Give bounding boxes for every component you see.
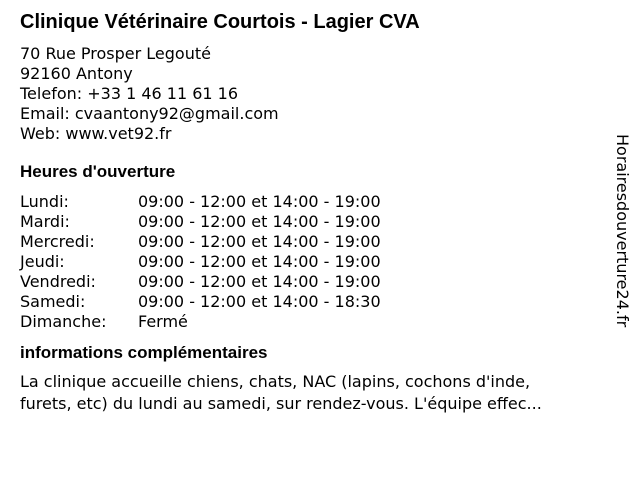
time-range: 09:00 - 12:00 et 14:00 - 18:30 [138,292,381,311]
day-label: Lundi: [20,192,69,211]
hours-row-sunday [20,312,610,332]
info-line-1: La clinique accueille chiens, chats, NAC (lapins, cochons d'inde, [20,372,531,391]
contact-block [20,44,610,144]
hours-row-monday [20,192,610,212]
time-range: 09:00 - 12:00 et 14:00 - 19:00 [138,192,381,211]
hours-row-friday [20,272,610,292]
day-label: Vendredi: [20,272,96,291]
site-credit-vertical: Horairesdouverture24.fr [613,134,632,328]
email-line: Email: cvaantony92@gmail.com [20,104,279,123]
info-description [20,371,605,415]
clinic-name: Clinique Vétérinaire Courtois - Lagier CVA [20,11,420,33]
hours-row-wednesday [20,232,610,252]
hours-row-saturday [20,292,610,312]
hours-table [20,192,610,332]
time-range: 09:00 - 12:00 et 14:00 - 19:00 [138,232,381,251]
hours-row-thursday [20,252,610,272]
day-label: Samedi: [20,292,86,311]
website-line: Web: www.vet92.fr [20,124,172,143]
address-line-1: 70 Rue Prosper Legouté [20,44,211,63]
time-range: 09:00 - 12:00 et 14:00 - 19:00 [138,212,381,231]
day-label: Mercredi: [20,232,95,251]
info-heading: informations complémentaires [20,343,268,362]
day-label: Jeudi: [20,252,65,271]
info-line-2: furets, etc) du lundi au samedi, sur rendez-vous. L'équipe effec... [20,394,542,413]
time-range: 09:00 - 12:00 et 14:00 - 19:00 [138,272,381,291]
time-range: 09:00 - 12:00 et 14:00 - 19:00 [138,252,381,271]
time-range: Fermé [138,312,188,331]
address-line-2: 92160 Antony [20,64,133,83]
day-label: Mardi: [20,212,70,231]
hours-heading: Heures d'ouverture [20,162,176,181]
hours-row-tuesday [20,212,610,232]
phone-line: Telefon: +33 1 46 11 61 16 [20,84,239,103]
clinic-card [20,8,610,415]
day-label: Dimanche: [20,312,107,331]
